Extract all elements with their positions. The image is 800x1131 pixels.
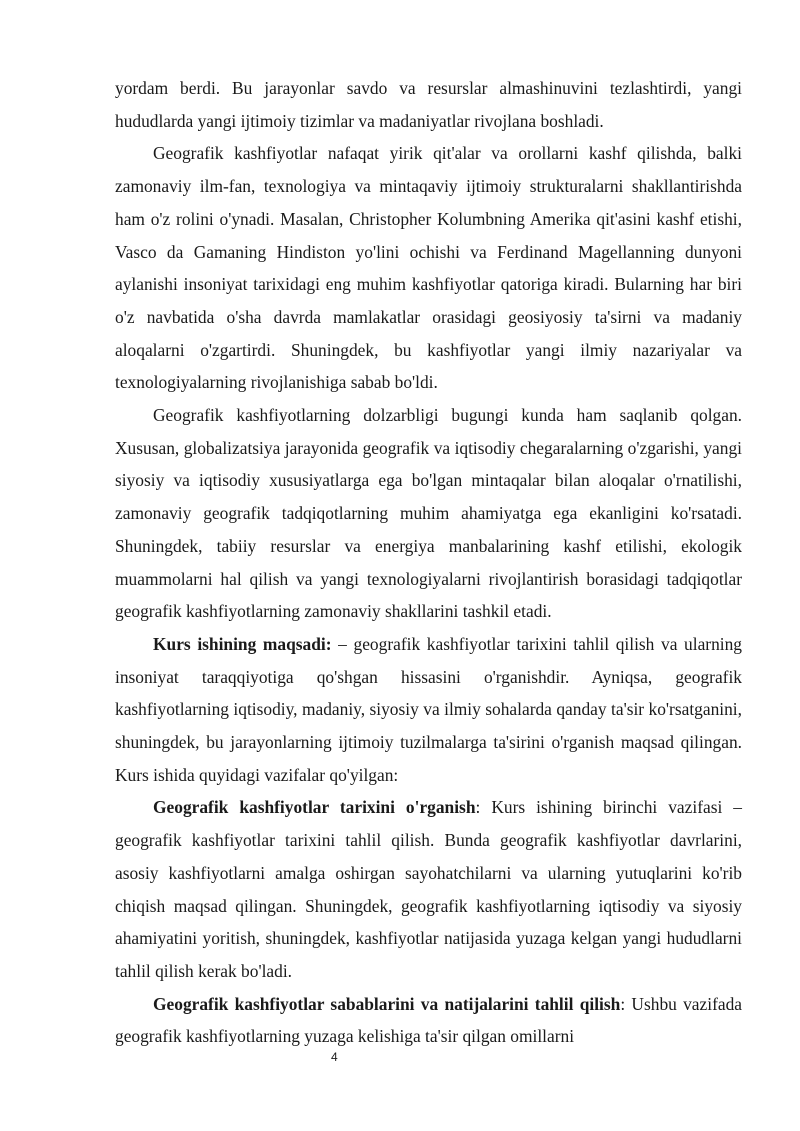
paragraph-3: Geografik kashfiyotlarning dolzarbligi bugungi kunda ham saqlanib qolgan. Xususan, globalizatsiya jarayonida geografik va iqtisodiy chegaralarning o'zgarishi, yangi siyosiy va iqtisodiy xususiyatlarga ega bo'lgan mintaqalar bilan aloqalar o'rnatilishi, zamonaviy geografik tadqiqotlarning muhim ahamiyatga ega ekanligini ko'rsatadi. Shuningdek, tabiiy resurslar va energiya manbalarining kashf etilishi, ekologik muammolarni hal qilish va yangi texnologiyalarni rivojlantirish borasidagi tadqiqotlar geografik kashfiyotlarning zamonaviy shakllarini tashkil etadi.: [115, 405, 742, 622]
paragraph-task-causes: [115, 988, 742, 1053]
task-causes-heading: Geografik kashfiyotlar sabablarini va natijalarini tahlil qilish: [153, 993, 621, 1014]
task-history-text: : Kurs ishining birinchi vazifasi – geografik kashfiyotlar tarixini tahlil qilish. Bunda geografik kashfiyotlar davrlarini, asosiy kashfiyotlarni amalga oshirgan sayohatchilarni va ularning yutuqlarini ko'rib chiqish maqsad qilingan. Shuningdek, geografik kashfiyotlarning iqtisodiy va siyosiy ahamiyatini yoritish, shuningdek, kashfiyotlar natijasida yuzaga kelgan yangi hududlarni tahlil qilish kerak bo'ladi.: [115, 797, 742, 981]
paragraph-1: yordam berdi. Bu jarayonlar savdo va resurslar almashinuvini tezlashtirdi, yangi hududlarda yangi ijtimoiy tizimlar va madaniyatlar rivojlana boshladi.: [115, 78, 742, 131]
course-goal-heading: Kurs ishining maqsadi:: [153, 633, 332, 654]
page-number: 4: [331, 1050, 338, 1064]
course-goal-text: – geografik kashfiyotlar tarixini tahlil qilish va ularning insoniyat taraqqiyotiga qo'shgan hissasini o'rganishdir. Ayniqsa, geografik kashfiyotlarning iqtisodiy, madaniy, siyosiy va ilmiy sohalarda qanday ta'sir ko'rsatganini, shuningdek, bu jarayonlarning ijtimoiy tuzilmalarga ta'sirini o'rganish maqsad qilingan. Kurs ishida quyidagi vazifalar qo'yilgan:: [115, 633, 742, 785]
document-body: [115, 72, 742, 1053]
paragraph-course-goal: [115, 628, 742, 792]
paragraph-2: Geografik kashfiyotlar nafaqat yirik qit'alar va orollarni kashf qilishda, balki zamonaviy ilm-fan, texnologiya va mintaqaviy ijtimoiy strukturalarni shakllantirishda ham o'z rolini o'ynadi. Masalan, Christopher Kolumbning Amerika qit'asini kashf etishi, Vasco da Gamaning Hindiston yo'lini ochishi va Ferdinand Magellanning dunyoni aylanishi insoniyat tarixidagi eng muhim kashfiyotlar qatoriga kiradi. Bularning har biri o'z navbatida o'sha davrda mamlakatlar orasidagi geosiyosiy ta'sirni va madaniy aloqalarni o'zgartirdi. Shuningdek, bu kashfiyotlar yangi ilmiy nazariyalar va texnologiyalarning rivojlanishiga sabab bo'ldi.: [115, 143, 742, 393]
task-causes-text: : Ushbu vazifada geografik kashfiyotlarning yuzaga kelishiga ta'sir qilgan omillarni: [115, 993, 742, 1047]
task-history-heading: Geografik kashfiyotlar tarixini o'rganish: [153, 797, 476, 818]
paragraph-task-history: [115, 791, 742, 987]
